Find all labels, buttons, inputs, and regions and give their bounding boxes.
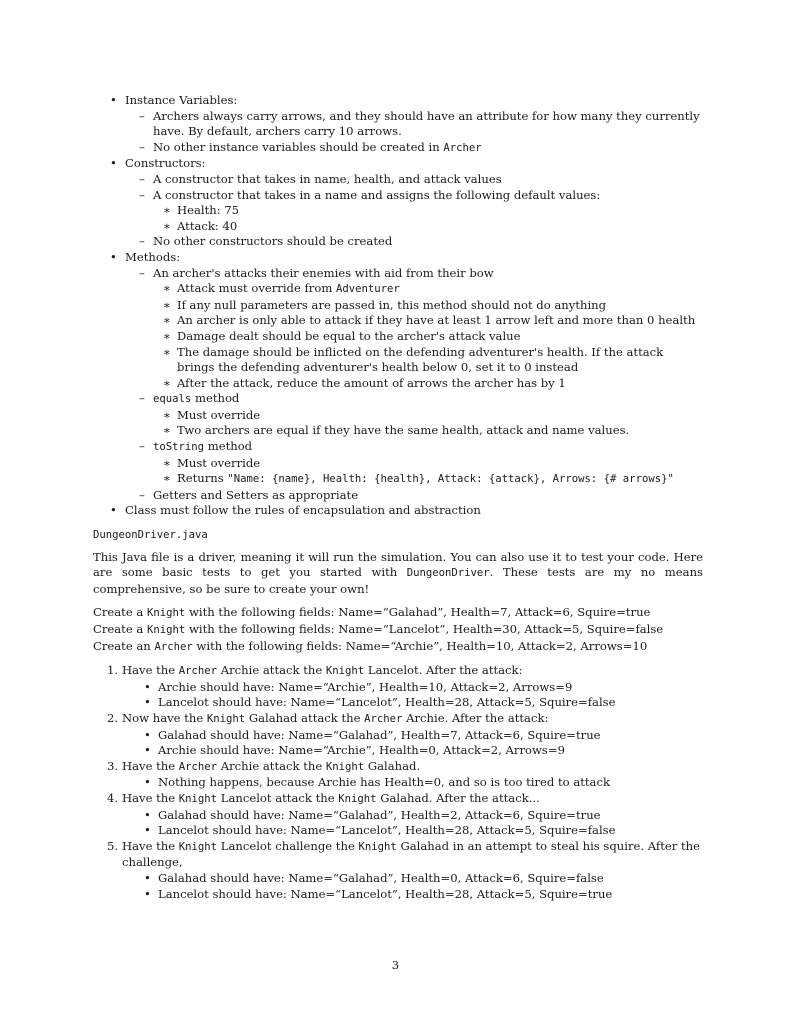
tostring-method-item: [125, 439, 703, 488]
step-number: 5.: [107, 838, 119, 853]
expected-result: [140, 808, 703, 824]
code-text: "Name: {name}, Health: {health}, Attack: {attack}, Arrows: {# arrows}": [227, 473, 674, 486]
code-text: Knight: [325, 760, 365, 773]
step-number: 1.: [107, 663, 119, 678]
methods-section: [93, 250, 703, 504]
list-item: [125, 140, 703, 157]
sub-item: [153, 281, 703, 298]
item-text: Lancelot challenge the: [217, 838, 359, 853]
expected-result: [140, 680, 703, 696]
item-text: Must override: [177, 455, 261, 470]
item-text: with the following fields: Name=“Archie”, Health=10, Attack=2, Arrows=10: [192, 638, 648, 653]
item-text: A constructor that takes in name, health, and attack values: [153, 171, 502, 186]
item-text: An archer is only able to attack if they have at least 1 arrow left and more than 0 health: [177, 313, 696, 328]
code-text: toString: [153, 441, 205, 454]
list-item: [125, 188, 703, 235]
expected-result: [140, 887, 703, 903]
code-text: Knight: [358, 840, 397, 853]
code-text: Knight: [147, 607, 186, 620]
item-text: Galahad. After the attack...: [376, 790, 540, 805]
create-line: [93, 605, 703, 622]
item-text: Galahad in an attempt to steal his squire. After the challenge,: [122, 838, 700, 870]
item-text: A constructor that takes in a name and assigns the following default values:: [153, 187, 601, 202]
item-text: Galahad attack the: [245, 710, 365, 725]
item-text: Must override: [177, 407, 261, 422]
test-step: [93, 663, 703, 711]
expected-result: [140, 775, 703, 791]
intro-text: This Java file is a driver, meaning it will run the simulation. You can also use it to test your code. Here are some basic tests to get you started with: [93, 549, 703, 580]
instance-variables-section: [93, 93, 703, 156]
item-text: Have the: [122, 758, 179, 773]
sub-item: [153, 203, 703, 219]
code-text: Archer: [443, 141, 482, 154]
code-text: equals: [153, 393, 192, 406]
sub-item: [153, 408, 703, 424]
code-text: Archer: [364, 712, 403, 725]
expected-result: [140, 823, 703, 839]
intro-text: . These tests are my no means comprehensive, so be sure to create your own!: [93, 565, 703, 596]
section-title: Methods:: [125, 249, 181, 264]
expected-result: [140, 743, 703, 759]
item-text: The damage should be inflicted on the defending adventurer's health. If the attack brings the defending adventurer's health below 0, set it to 0 instead: [177, 344, 664, 375]
sub-item: [153, 313, 703, 329]
test-step: [93, 791, 703, 839]
sub-item: [153, 329, 703, 345]
driver-heading: [93, 527, 703, 544]
driver-filename: DungeonDriver.java: [93, 529, 208, 542]
item-text: No other instance variables should be created in: [153, 139, 444, 154]
step-number: 2.: [107, 710, 119, 725]
encapsulation-section: [93, 503, 703, 519]
code-text: Knight: [178, 840, 218, 853]
item-text: Galahad.: [364, 758, 421, 773]
item-text: Getters and Setters as appropriate: [153, 487, 359, 502]
sub-item: [153, 298, 703, 314]
test-step: [93, 759, 703, 791]
item-text: Two archers are equal if they have the same health, attack and name values.: [177, 423, 630, 438]
item-text: Lancelot should have: Name=“Lancelot”, Health=28, Attack=5, Squire=true: [158, 886, 613, 901]
sub-item: [153, 376, 703, 392]
create-line: [93, 622, 703, 639]
item-text: method: [191, 391, 240, 406]
expected-result: [140, 695, 703, 711]
archer-spec-list: [93, 93, 703, 519]
item-text: After the attack, reduce the amount of arrows the archer has by 1: [177, 375, 566, 390]
document-page: [93, 93, 703, 902]
code-text: Knight: [325, 665, 365, 678]
test-step: [93, 839, 703, 902]
constructors-section: [93, 156, 703, 250]
item-text: Archie. After the attack:: [402, 710, 549, 725]
code-text: Archer: [154, 640, 193, 653]
code-text: Adventurer: [336, 283, 400, 296]
item-text: Nothing happens, because Archie has Health=0, and so is too tired to attack: [158, 775, 610, 790]
item-text: Health: 75: [177, 203, 240, 218]
sub-item: [153, 471, 703, 488]
item-text: Lancelot attack the: [217, 790, 339, 805]
sub-item: [153, 219, 703, 235]
item-text: with the following fields: Name=“Lancelot”, Health=30, Attack=5, Squire=false: [185, 622, 664, 636]
item-text: Lancelot. After the attack:: [364, 663, 523, 678]
item-text: Attack must override from: [177, 281, 337, 296]
item-text: Attack: 40: [177, 218, 238, 233]
item-text: Archie attack the: [217, 663, 326, 678]
list-item: [125, 234, 703, 250]
attack-method-item: [125, 266, 703, 392]
list-item: [125, 109, 703, 140]
expected-result: [140, 871, 703, 887]
item-text: Archie should have: Name=“Archie”, Health=0, Attack=2, Arrows=9: [158, 743, 565, 758]
sub-item: [153, 456, 703, 472]
driver-intro: [93, 550, 703, 598]
code-text: Archer: [178, 665, 218, 678]
expected-result: [140, 728, 703, 744]
item-text: Create a: [93, 622, 147, 636]
code-text: Knight: [178, 792, 218, 805]
item-text: Create a: [93, 605, 147, 620]
section-title: Constructors:: [125, 156, 206, 171]
test-steps: [93, 663, 703, 902]
item-text: Lancelot should have: Name=“Lancelot”, Health=28, Attack=5, Squire=false: [158, 695, 616, 710]
item-text: Now have the: [122, 710, 207, 725]
section-title: Instance Variables:: [125, 93, 238, 107]
item-text: Galahad should have: Name=“Galahad”, Health=7, Attack=6, Squire=true: [158, 727, 601, 742]
sub-item: [153, 345, 703, 376]
equals-method-item: [125, 391, 703, 439]
code-text: Archer: [178, 760, 218, 773]
item-text: Archie attack the: [217, 758, 326, 773]
item-text: Have the: [122, 790, 179, 805]
item-text: An archer's attacks their enemies with aid from their bow: [153, 265, 494, 280]
item-text: No other constructors should be created: [153, 234, 393, 249]
step-number: 4.: [107, 790, 119, 805]
code-text: Knight: [338, 792, 377, 805]
section-title: Class must follow the rules of encapsulation and abstraction: [125, 503, 481, 518]
item-text: Archie should have: Name=“Archie”, Health=10, Attack=2, Arrows=9: [158, 679, 573, 694]
item-text: with the following fields: Name=“Galahad”, Health=7, Attack=6, Squire=true: [185, 605, 651, 620]
item-text: method: [204, 439, 253, 454]
item-text: Damage dealt should be equal to the archer's attack value: [177, 328, 521, 343]
item-text: Have the: [122, 663, 179, 678]
list-item: [125, 172, 703, 188]
list-item: [125, 488, 703, 504]
test-step: [93, 711, 703, 759]
code-text: DungeonDriver: [406, 567, 490, 580]
code-text: Knight: [147, 624, 186, 636]
item-text: If any null parameters are passed in, this method should not do anything: [177, 297, 607, 312]
item-text: Galahad should have: Name=“Galahad”, Health=0, Attack=6, Squire=false: [158, 870, 604, 885]
item-text: Have the: [122, 838, 179, 853]
item-text: Lancelot should have: Name=“Lancelot”, Health=28, Attack=5, Squire=false: [158, 823, 616, 838]
item-text: Galahad should have: Name=“Galahad”, Health=2, Attack=6, Squire=true: [158, 807, 601, 822]
create-statements: [93, 605, 703, 655]
item-text: Returns: [177, 471, 228, 486]
item-text: Create an: [93, 638, 155, 653]
create-line: [93, 639, 703, 656]
page-number: 3: [391, 958, 400, 972]
item-text: Archers always carry arrows, and they should have an attribute for how many they currently have. By default, archers carry 10 arrows.: [153, 108, 700, 139]
step-number: 3.: [107, 758, 119, 773]
code-text: Knight: [206, 712, 246, 725]
sub-item: [153, 423, 703, 439]
